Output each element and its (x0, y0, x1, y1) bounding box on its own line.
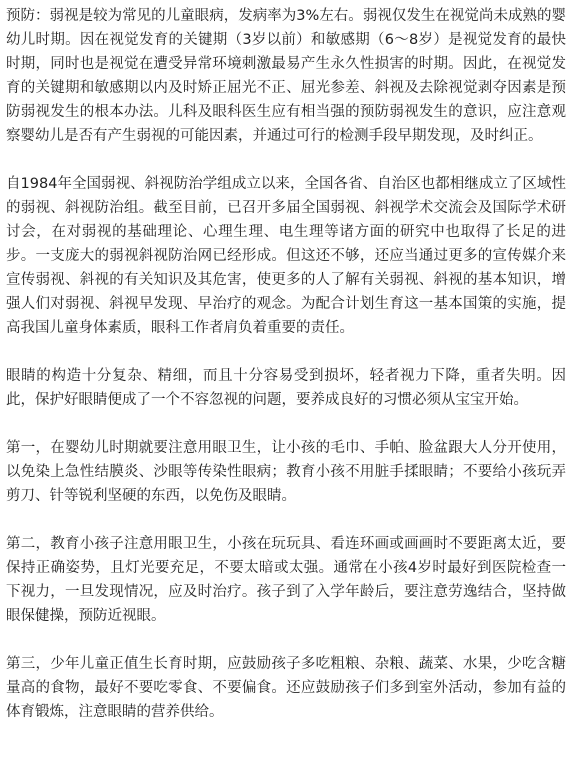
paragraph-second-tip: 第二，教育小孩子注意用眼卫生，小孩在玩玩具、看连环画或画画时不要距离太近，要保持正确姿势，且灯光要充足，不要太暗或太强。通常在小孩4岁时最好到医院检查一下视力，一旦发现情况，应及时治疗。孩子到了入学年龄后，要注意劳逸结合，坚持做眼保健操，预防近视眼。 (6, 536, 566, 624)
paragraph-third-tip: 第三，少年儿童正值生长育时期，应鼓励孩子多吃粗粮、杂粮、蔬菜、水果，少吃含糖量高的食物，最好不要吃零食、不要偏食。还应鼓励孩子们多到室外活动，参加有益的体育锻炼，注意眼睛的营养供给。 (6, 656, 566, 720)
paragraph-prevention: 预防：弱视是较为常见的儿童眼病，发病率为3%左右。弱视仅发生在视觉尚未成熟的婴幼儿时期。因在视觉发育的关键期（3岁以前）和敏感期（6～8岁）是视觉发育的最快时期，同时也是视觉在遭受异常环境刺激最易产生永久性损害的时期。因此，在视觉发育的关键期和敏感期以内及时矫正屈光不正、屈光参差、斜视及去除视觉剥夺因素是预防弱视发生的根本办法。儿科及眼科医生应有相当强的预防弱视发生的意识，应注意观察婴幼儿是否有产生弱视的可能因素，并通过可行的检测手段早期发现，及时纠正。 (6, 8, 566, 144)
article-body (6, 4, 566, 724)
paragraph-history: 自1984年全国弱视、斜视防治学组成立以来，全国各省、自治区也都相继成立了区域性的弱视、斜视防治组。截至目前，已召开多届全国弱视、斜视学术交流会及国际学术研讨会，在对弱视的基础理论、心理生理、电生理等诸方面的研究中也取得了长足的进步。一支庞大的弱视斜视防治网已经形成。但这还不够，还应当通过更多的宣传媒介来宣传弱视、斜视的有关知识及其危害，使更多的人了解有关弱视、斜视的基本知识，增强人们对弱视、斜视早发现、早治疗的观念。为配合计划生育这一基本国策的实施，提高我国儿童身体素质，眼科工作者肩负着重要的责任。 (6, 176, 566, 336)
paragraph-eye-structure: 眼睛的构造十分复杂、精细，而且十分容易受到损坏，轻者视力下降，重者失明。因此，保护好眼睛便成了一个不容忽视的问题，要养成良好的习惯必须从宝宝开始。 (6, 368, 566, 408)
paragraph-first-tip: 第一，在婴幼儿时期就要注意用眼卫生，让小孩的毛巾、手帕、脸盆跟大人分开使用，以免染上急性结膜炎、沙眼等传染性眼病；教育小孩不用脏手揉眼睛；不要给小孩玩弄剪刀、针等锐利坚硬的东西，以免伤及眼睛。 (6, 440, 566, 504)
